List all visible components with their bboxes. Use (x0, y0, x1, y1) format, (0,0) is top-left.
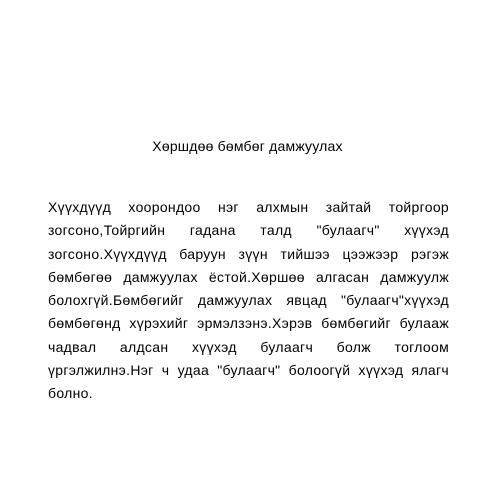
body-line-6: бөмбөгөнд хүрэхийг эрмэлзэнэ.Хэрэв бөмбөгийг булааж (48, 315, 449, 332)
body-line-1: Хүүхдүүд хоорондоо нэг алхмын зайтай тойргоор (48, 199, 449, 215)
body-line-5: болохгүй.Бөмбөгийг дамжуулах явцад "булаагч"хүүхэд (48, 292, 449, 309)
document-body (48, 196, 449, 406)
body-line-7: чадвал алдсан хүүхэд булаагч болж тоглоом (48, 338, 449, 355)
document-title: Хөршдөө бөмбөг дамжуулах (152, 138, 343, 154)
body-line-9: болно. (48, 385, 93, 402)
body-line-4: бөмбөгөө дамжуулах ёстой.Хөршөө алгасан дамжуулж (48, 268, 449, 285)
body-line-8: үргэлжилнэ.Нэг ч удаа "булаагч" болоогүй хүүхэд ялагч (48, 362, 449, 379)
body-line-3: зогсоно.Хүүхдүүд баруун зүүн тийшээ цээжээр рэгэж (48, 245, 449, 262)
body-line-2: зогсоно,Тойргийн гадана талд "булаагч" хүүхэд (48, 222, 449, 239)
